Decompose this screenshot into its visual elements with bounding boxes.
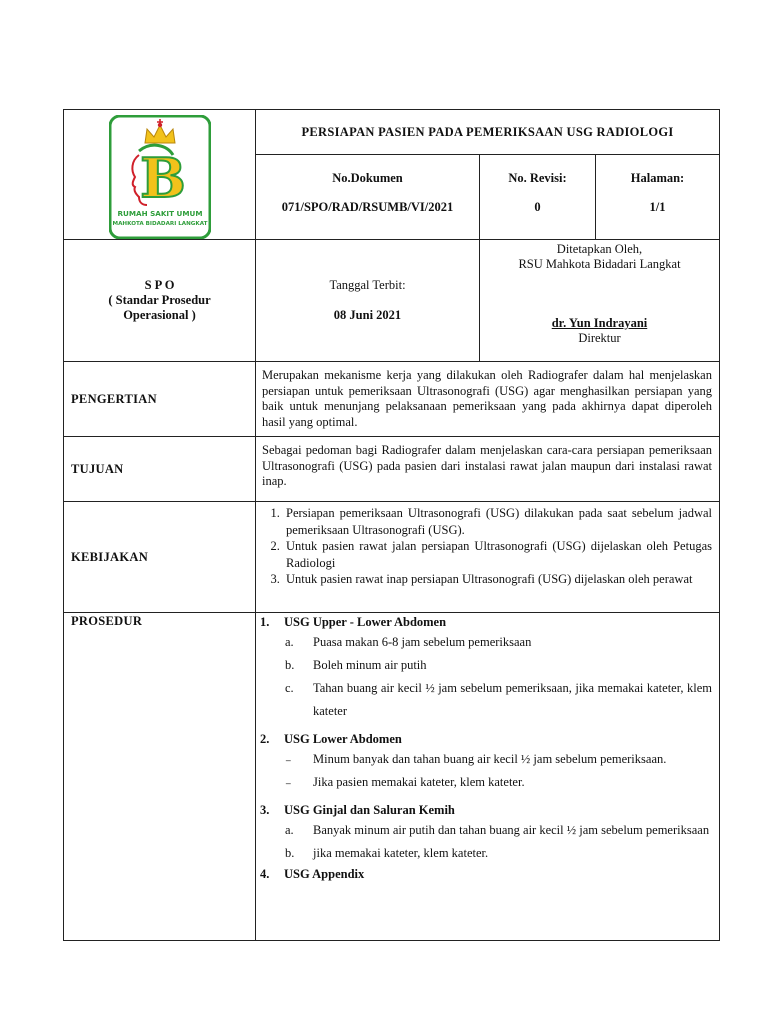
svg-text:MAHKOTA BIDADARI LANGKAT: MAHKOTA BIDADARI LANGKAT bbox=[112, 221, 207, 227]
document-title: PERSIAPAN PASIEN PADA PEMERIKSAAN USG RADIOLOGI bbox=[256, 110, 720, 155]
spo-subheading-1: ( Standar Prosedur bbox=[108, 293, 211, 307]
list-item: c. Tahan buang air kecil ½ jam sebelum pemeriksaan, jika memakai kateter, klem kateter bbox=[285, 681, 712, 718]
tanggal-terbit-cell bbox=[256, 240, 480, 362]
svg-text:RUMAH SAKIT UMUM: RUMAH SAKIT UMUM bbox=[117, 209, 202, 218]
list-item: a. Puasa makan 6-8 jam sebelum pemeriksaan bbox=[285, 635, 532, 649]
list-item: ₋ Minum banyak dan tahan buang air kecil ½ jam sebelum pemeriksaan. bbox=[285, 752, 667, 766]
logo-cell bbox=[64, 110, 256, 240]
kebijakan-list bbox=[256, 505, 712, 588]
svg-text:B: B bbox=[139, 146, 186, 210]
pengertian-text: Merupakan mekanisme kerja yang dilakukan oleh Radiografer dalam hal menjelaskan persiapan untuk pemeriksaan Ultrasonografi (USG) agar menghasilkan persiapan yang baik untuk menunjang pelaksanaan pemeriksaan yang pada akhirnya dapat diperoleh hasil yang optimal. bbox=[256, 362, 720, 437]
ditetapkan-oleh: Ditetapkan Oleh, bbox=[556, 242, 643, 256]
list-item: ₋ Jika pasien memakai kateter, klem kateter. bbox=[285, 775, 525, 789]
prosedur-heading-1: 1. USG Upper - Lower Abdomen bbox=[260, 615, 447, 629]
halaman-value: 1/1 bbox=[649, 200, 666, 215]
tujuan-label: TUJUAN bbox=[64, 437, 256, 502]
spo-cell bbox=[64, 240, 256, 362]
list-item: a. Banyak minum air putih dan tahan buang air kecil ½ jam sebelum pemeriksaan bbox=[285, 823, 710, 837]
ditetapkan-institusi: RSU Mahkota Bidadari Langkat bbox=[518, 257, 681, 271]
no-revisi-cell bbox=[480, 155, 596, 240]
prosedur-heading-4: 4. USG Appendix bbox=[260, 867, 365, 881]
list-item: b. Boleh minum air putih bbox=[285, 658, 427, 672]
list-item: b. jika memakai kateter, klem kateter. bbox=[285, 846, 489, 860]
pengertian-label: PENGERTIAN bbox=[64, 362, 256, 437]
tanggal-terbit-label: Tanggal Terbit: bbox=[329, 278, 406, 292]
list-item: 1. Persiapan pemeriksaan Ultrasonografi (USG) dilakukan pada saat sebelum jadwal pemeriksaan Ultrasonografi (USG). bbox=[283, 505, 712, 538]
spo-subheading-2: Operasional ) bbox=[123, 308, 196, 322]
signer-name: dr. Yun Indrayani bbox=[551, 316, 648, 330]
hospital-logo bbox=[109, 115, 211, 239]
no-dokumen-cell bbox=[256, 155, 480, 240]
kebijakan-label: KEBIJAKAN bbox=[64, 502, 256, 613]
no-revisi-value: 0 bbox=[534, 200, 541, 215]
spo-heading: S P O bbox=[144, 278, 175, 292]
prosedur-heading-2: 2. USG Lower Abdomen bbox=[260, 732, 402, 746]
prosedur-content bbox=[256, 613, 720, 941]
no-dokumen-value: 071/SPO/RAD/RSUMB/VI/2021 bbox=[281, 200, 454, 215]
spo-table bbox=[63, 109, 720, 941]
no-revisi-label: No. Revisi: bbox=[508, 171, 567, 186]
list-item: 3. Untuk pasien rawat inap persiapan Ultrasonografi (USG) dijelaskan oleh perawat bbox=[283, 571, 712, 588]
halaman-label: Halaman: bbox=[630, 171, 685, 186]
list-item: 2. Untuk pasien rawat jalan persiapan Ultrasonografi (USG) dijelaskan oleh Petugas Radiologi bbox=[283, 538, 712, 571]
prosedur-label: PROSEDUR bbox=[64, 613, 256, 941]
signer-title: Direktur bbox=[578, 331, 621, 345]
hospital-logo-icon bbox=[109, 115, 211, 239]
prosedur-heading-3: 3. USG Ginjal dan Saluran Kemih bbox=[260, 803, 455, 817]
kebijakan-content bbox=[256, 502, 720, 613]
no-dokumen-label: No.Dokumen bbox=[332, 171, 403, 186]
ditetapkan-cell bbox=[480, 240, 720, 362]
tujuan-text: Sebagai pedoman bagi Radiografer dalam menjelaskan cara-cara persiapan pemeriksaan Ultrasonografi (USG) pada pasien dari instalasi rawat jalan maupun dari instalasi rawat inap. bbox=[256, 437, 720, 502]
halaman-cell bbox=[596, 155, 720, 240]
tanggal-terbit-value: 08 Juni 2021 bbox=[333, 308, 402, 322]
